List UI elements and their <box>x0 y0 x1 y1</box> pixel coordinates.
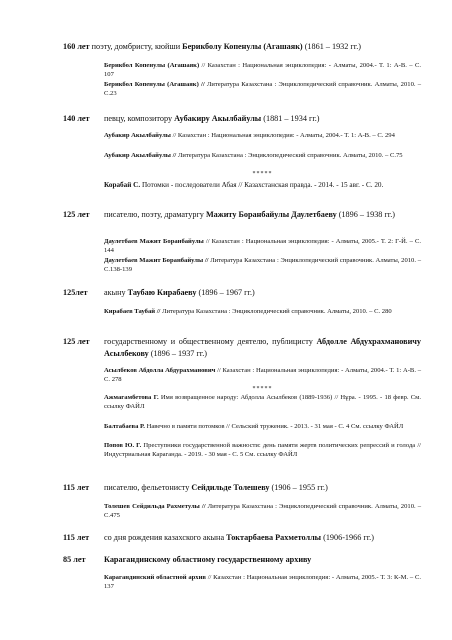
reference-item: Ажмагамбетова Г. Имя возвращенное народу: Абдолла Асылбеков (1889-1936) // Нұра. - 1995. - 18 февр. См. ссылку ФАЙЛ <box>104 394 421 411</box>
reference-item: Аубакир Акылбайулы // Литература Казахстана : Энциклопедический справочник. Алматы, 2010. – С.75 <box>104 152 403 159</box>
entry-years: 140 лет <box>63 114 90 123</box>
reference-item: Аубакир Акылбайулы // Казахстан : Национальная энциклопедия: - Алматы, 2004.- Т. 1: А-В. – С. 294 <box>104 132 395 139</box>
entry-heading: государственному и общественному деятелю, публицисту Абдолле Абдухрахмановичу Асылбекову (1896 – 1937 гг.) <box>104 337 422 358</box>
entry-years: 125 лет <box>63 337 90 346</box>
person-name: Абдолле Абдухрахмановичу Асылбекову <box>104 337 422 358</box>
reference-item: Корабай С. Потомки - последователи Абая // Казахстанская правда. - 2014. - 15 авг. - С. 20. <box>104 181 384 189</box>
person-name: Токтарбаева Рахметоллы <box>226 533 322 542</box>
entry-heading: писателю, поэту, драматургу Мажиту Боранбайулы Даулетбаеву (1896 – 1938 гг.) <box>104 210 396 219</box>
separator: ***** <box>252 386 273 392</box>
reference-item: Толешев Сейдильда Рахметулы // Литература Казахстана : Энциклопедический справочник. Алматы, 2010. – С.475 <box>104 503 422 520</box>
entry-years: 115 лет <box>63 483 90 492</box>
reference-item: Берикбол Копенулы (Агашаяк) // Литература Казахстана : Энциклопедический справочник. Алматы, 2010. – С.23 <box>104 81 421 98</box>
entry-years: 85 лет <box>63 555 86 564</box>
reference-item: Асылбеков Абдолла Абдурахманович // Казахстан : Национальная энциклопедия: - Алматы, 2004.- Т. 1: А-В. – С. 278 <box>104 367 422 384</box>
reference-item: Даулетбаев Мажит Боранбайулы // Литература Казахстана : Энциклопедический справочник. Алматы, 2010. – С.138-139 <box>104 257 422 274</box>
entry-years: 125 лет <box>63 210 90 219</box>
person-name: Мажиту Боранбайулы Даулетбаеву <box>205 210 337 219</box>
entry-years: 115 лет <box>63 533 90 542</box>
reference-item: Кирабаев Таубай // Литература Казахстана : Энциклопедический справочник. Алматы, 2010. – С. 280 <box>104 308 392 315</box>
reference-item: Попов Ю. Г. Преступники государственной важности: день памяти жертв политических репрессий и голода // Индустриальная Караганда. - 2019. - 30 мая - С. 5 См. ссылку ФАЙЛ <box>104 442 421 459</box>
entry-heading: писателю, фельетонисту Сейдильде Толешеву (1906 – 1955 гг.) <box>104 483 328 492</box>
entry-heading: 160 лет поэту, домбристу, кюйши Берикболу Копенулы (Агашаяк) (1861 – 1932 гг.) <box>63 42 361 51</box>
entry-heading: со дня рождения казахского акына Токтарбаева Рахметоллы (1906-1966 гг.) <box>104 533 374 542</box>
entry-years: 160 лет <box>63 42 90 51</box>
person-name: Берикболу Копенулы (Агашаяк) <box>182 42 303 51</box>
person-name: Сейдильде Толешеву <box>191 483 270 492</box>
entry-heading <box>104 554 421 566</box>
reference-item: Балтабаева Р. Навечно в памяти потомков // Сельский труженик. - 2013. - 31 мая - С. 4 См. ссылку ФАЙЛ <box>104 423 404 430</box>
entry-heading: акыну Таубаю Кирабаеву (1896 – 1967 гг.) <box>104 288 255 297</box>
reference-item: Даулетбаев Мажит Боранбайулы // Казахстан : Национальная энциклопедия: - Алматы, 2005.- Т. 2: Г-Й. – С. 144 <box>104 238 421 255</box>
separator: ***** <box>252 171 273 177</box>
entry-heading: певцу, композитору Аубакиру Акылбайулы (1881 – 1934 гг.) <box>104 114 320 123</box>
institution-name: Карагандинскому областному государственному архиву <box>104 555 312 564</box>
entry-years: 125лет <box>63 288 88 297</box>
reference-item: Берикбол Копенулы (Агашаяк) // Казахстан : Национальная энциклопедия: - Алматы, 2004.- Т. 1: А-В. – С. 107 <box>104 62 421 79</box>
person-name: Таубаю Кирабаеву <box>127 288 197 297</box>
reference-item: Карагандинский областной архив // Казахстан : Национальная энциклопедия: - Алматы, 2005.- Т. 3: К-М. – С. 137 <box>104 574 421 591</box>
person-name: Аубакиру Акылбайулы <box>174 114 262 123</box>
